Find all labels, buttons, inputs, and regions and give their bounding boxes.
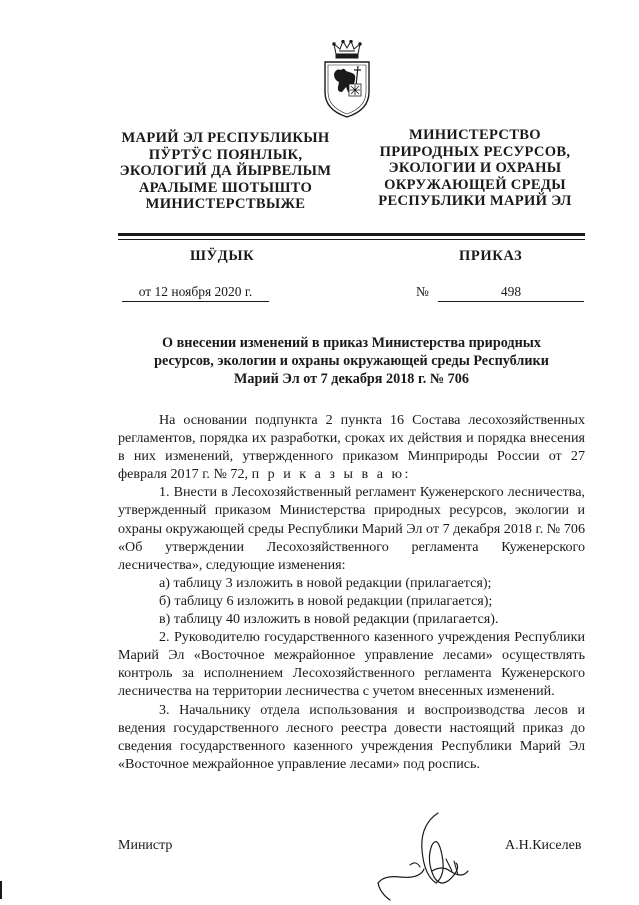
org-name-russian-line: РЕСПУБЛИКИ МАРИЙ ЭЛ xyxy=(378,193,572,209)
doc-type-russian: ПРИКАЗ xyxy=(459,248,523,264)
order-number: 498 xyxy=(438,284,584,302)
item-2-paragraph: 2. Руководителю государственного казенного учреждения Республики Марий Эл «Восточное межрайонное управление лесами» осуществлять контроль за исполнением Лесохозяйственного регламента Куженерского лесничества на территории лесничества с учетом внесенных изменений. xyxy=(118,629,585,700)
preamble-paragraph xyxy=(118,411,585,483)
order-title-line: Марий Эл от 7 декабря 2018 г. № 706 xyxy=(234,371,469,387)
scan-edge-mark xyxy=(0,881,2,899)
order-number-sign: № xyxy=(416,284,429,299)
org-name-mari-line: ПӰРТӰС ПОЯНЛЫК, xyxy=(148,146,303,163)
header-divider-thick xyxy=(118,233,585,236)
header-divider-thin xyxy=(118,239,585,240)
order-date: от 12 ноября 2020 г. xyxy=(122,284,269,302)
org-name-russian xyxy=(360,127,590,210)
order-body xyxy=(118,411,585,773)
org-name-russian-line: ОКРУЖАЮЩЕЙ СРЕДЫ xyxy=(384,176,566,193)
signatory-position: Министр xyxy=(118,838,173,853)
orders-word: п р и к а з ы в а ю: xyxy=(251,466,411,483)
item-3-paragraph: 3. Начальнику отдела использования и воспроизводства лесов и ведения государственного лесного реестра довести настоящий приказ до сведения государственного казенного учреждения Республики Марий Эл «Восточное межрайонное управление лесами» под роспись. xyxy=(118,701,585,772)
org-name-russian-line: МИНИСТЕРСТВО xyxy=(409,127,541,143)
order-title xyxy=(118,334,585,388)
item-1-paragraph: 1. Внести в Лесохозяйственный регламент Куженерского лесничества, утвержденный приказом Министерства природных ресурсов, экологии и охраны окружающей среды Республики Марий Эл от 7 декабря 2018 г. № 706 «Об утверждении Лесохозяйственного регламента Куженерского лесничества», следующие изменения: xyxy=(118,484,585,573)
signatory-name: А.Н.Киселев xyxy=(505,838,582,853)
org-name-mari-line: МАРИЙ ЭЛ РЕСПУБЛИКЫН xyxy=(121,130,330,146)
org-name-mari-line: ЭКОЛОГИЙ ДА ЙЫРВЕЛЫМ xyxy=(119,163,332,179)
org-name-russian-line: ПРИРОДНЫХ РЕСУРСОВ, xyxy=(379,143,571,160)
order-title-line: О внесении изменений в приказ Министерства природных xyxy=(162,335,541,351)
org-name-russian-line: ЭКОЛОГИИ И ОХРАНЫ xyxy=(388,160,562,176)
item-1b: б) таблицу 6 изложить в новой редакции (прилагается); xyxy=(159,592,493,609)
order-title-line: ресурсов, экологии и охраны окружающей среды Республики xyxy=(154,353,549,369)
item-1a: а) таблицу 3 изложить в новой редакции (прилагается); xyxy=(159,574,492,591)
coat-of-arms-emblem xyxy=(322,40,372,118)
org-name-mari-line: АРАЛЫМЕ ШОТЫШТО xyxy=(138,179,313,196)
preamble-text: На основании подпункта 2 пункта 16 Состава лесохозяйственных регламентов, порядка их разработки, сроках их действия и порядка внесения в них изменений, утвержденного приказом Минприроды России от 27 февраля 2017 г. № 72, xyxy=(118,412,585,483)
org-name-mari xyxy=(104,130,347,213)
org-name-mari-line: МИНИСТЕРСТВЫЖЕ xyxy=(145,196,306,212)
handwritten-signature xyxy=(350,805,480,905)
doc-type-mari: ШӰДЫК xyxy=(190,248,255,264)
item-1c: в) таблицу 40 изложить в новой редакции (прилагается). xyxy=(159,611,499,628)
